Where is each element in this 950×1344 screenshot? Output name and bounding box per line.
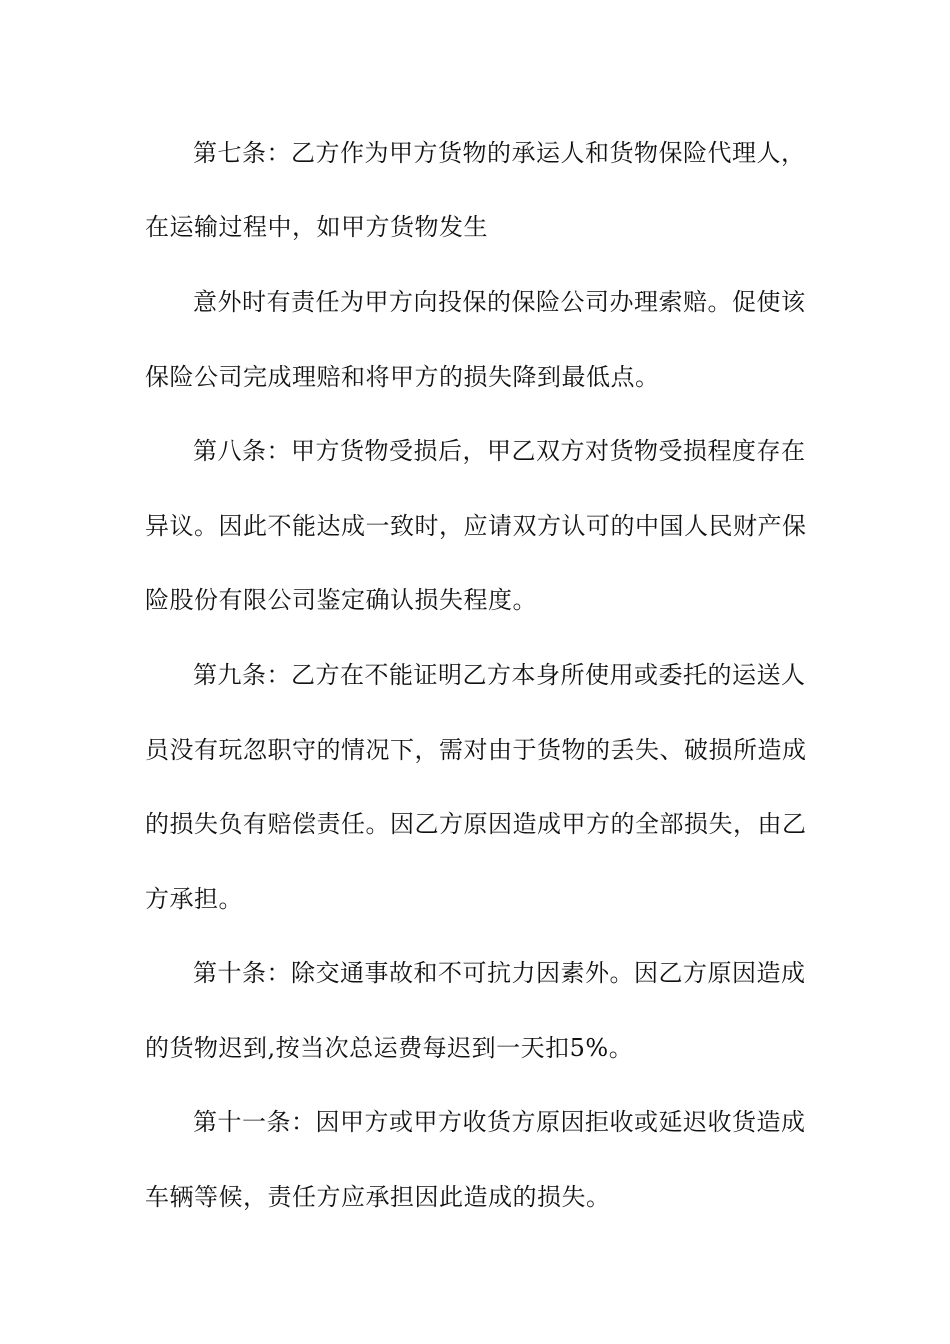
clause-7-line-1: 第七条：乙方作为甲方货物的承运人和货物保险代理人，: [193, 139, 806, 167]
clause-8-line-3: 险股份有限公司鉴定确认损失程度。: [145, 586, 537, 614]
clause-9-line-2: 员没有玩忽职守的情况下，需对由于货物的丢失、破损所造成: [145, 736, 807, 764]
clause-10-line-1: 第十条：除交通事故和不可抗力因素外。因乙方原因造成: [193, 959, 806, 987]
clause-9-line-3: 的损失负有赔偿责任。因乙方原因造成甲方的全部损失，由乙: [145, 810, 807, 838]
clause-11-line-2: 车辆等候，责任方应承担因此造成的损失。: [145, 1183, 611, 1211]
clause-7-line-3: 意外时有责任为甲方向投保的保险公司办理索赔。促使该: [193, 288, 806, 316]
clause-9-line-4: 方承担。: [145, 885, 243, 913]
clause-11-line-1: 第十一条：因甲方或甲方收货方原因拒收或延迟收货造成: [193, 1108, 806, 1136]
clause-8-line-2: 异议。因此不能达成一致时，应请双方认可的中国人民财产保: [145, 512, 807, 540]
clause-8-line-1: 第八条：甲方货物受损后，甲乙双方对货物受损程度存在: [193, 437, 806, 465]
clause-10-line-2: 的货物迟到,按当次总运费每迟到一天扣5%。: [145, 1034, 634, 1062]
clause-7-line-4: 保险公司完成理赔和将甲方的损失降到最低点。: [145, 363, 660, 391]
clause-9-line-1: 第九条：乙方在不能证明乙方本身所使用或委托的运送人: [193, 661, 806, 689]
clause-7-line-2: 在运输过程中，如甲方货物发生: [145, 213, 488, 241]
